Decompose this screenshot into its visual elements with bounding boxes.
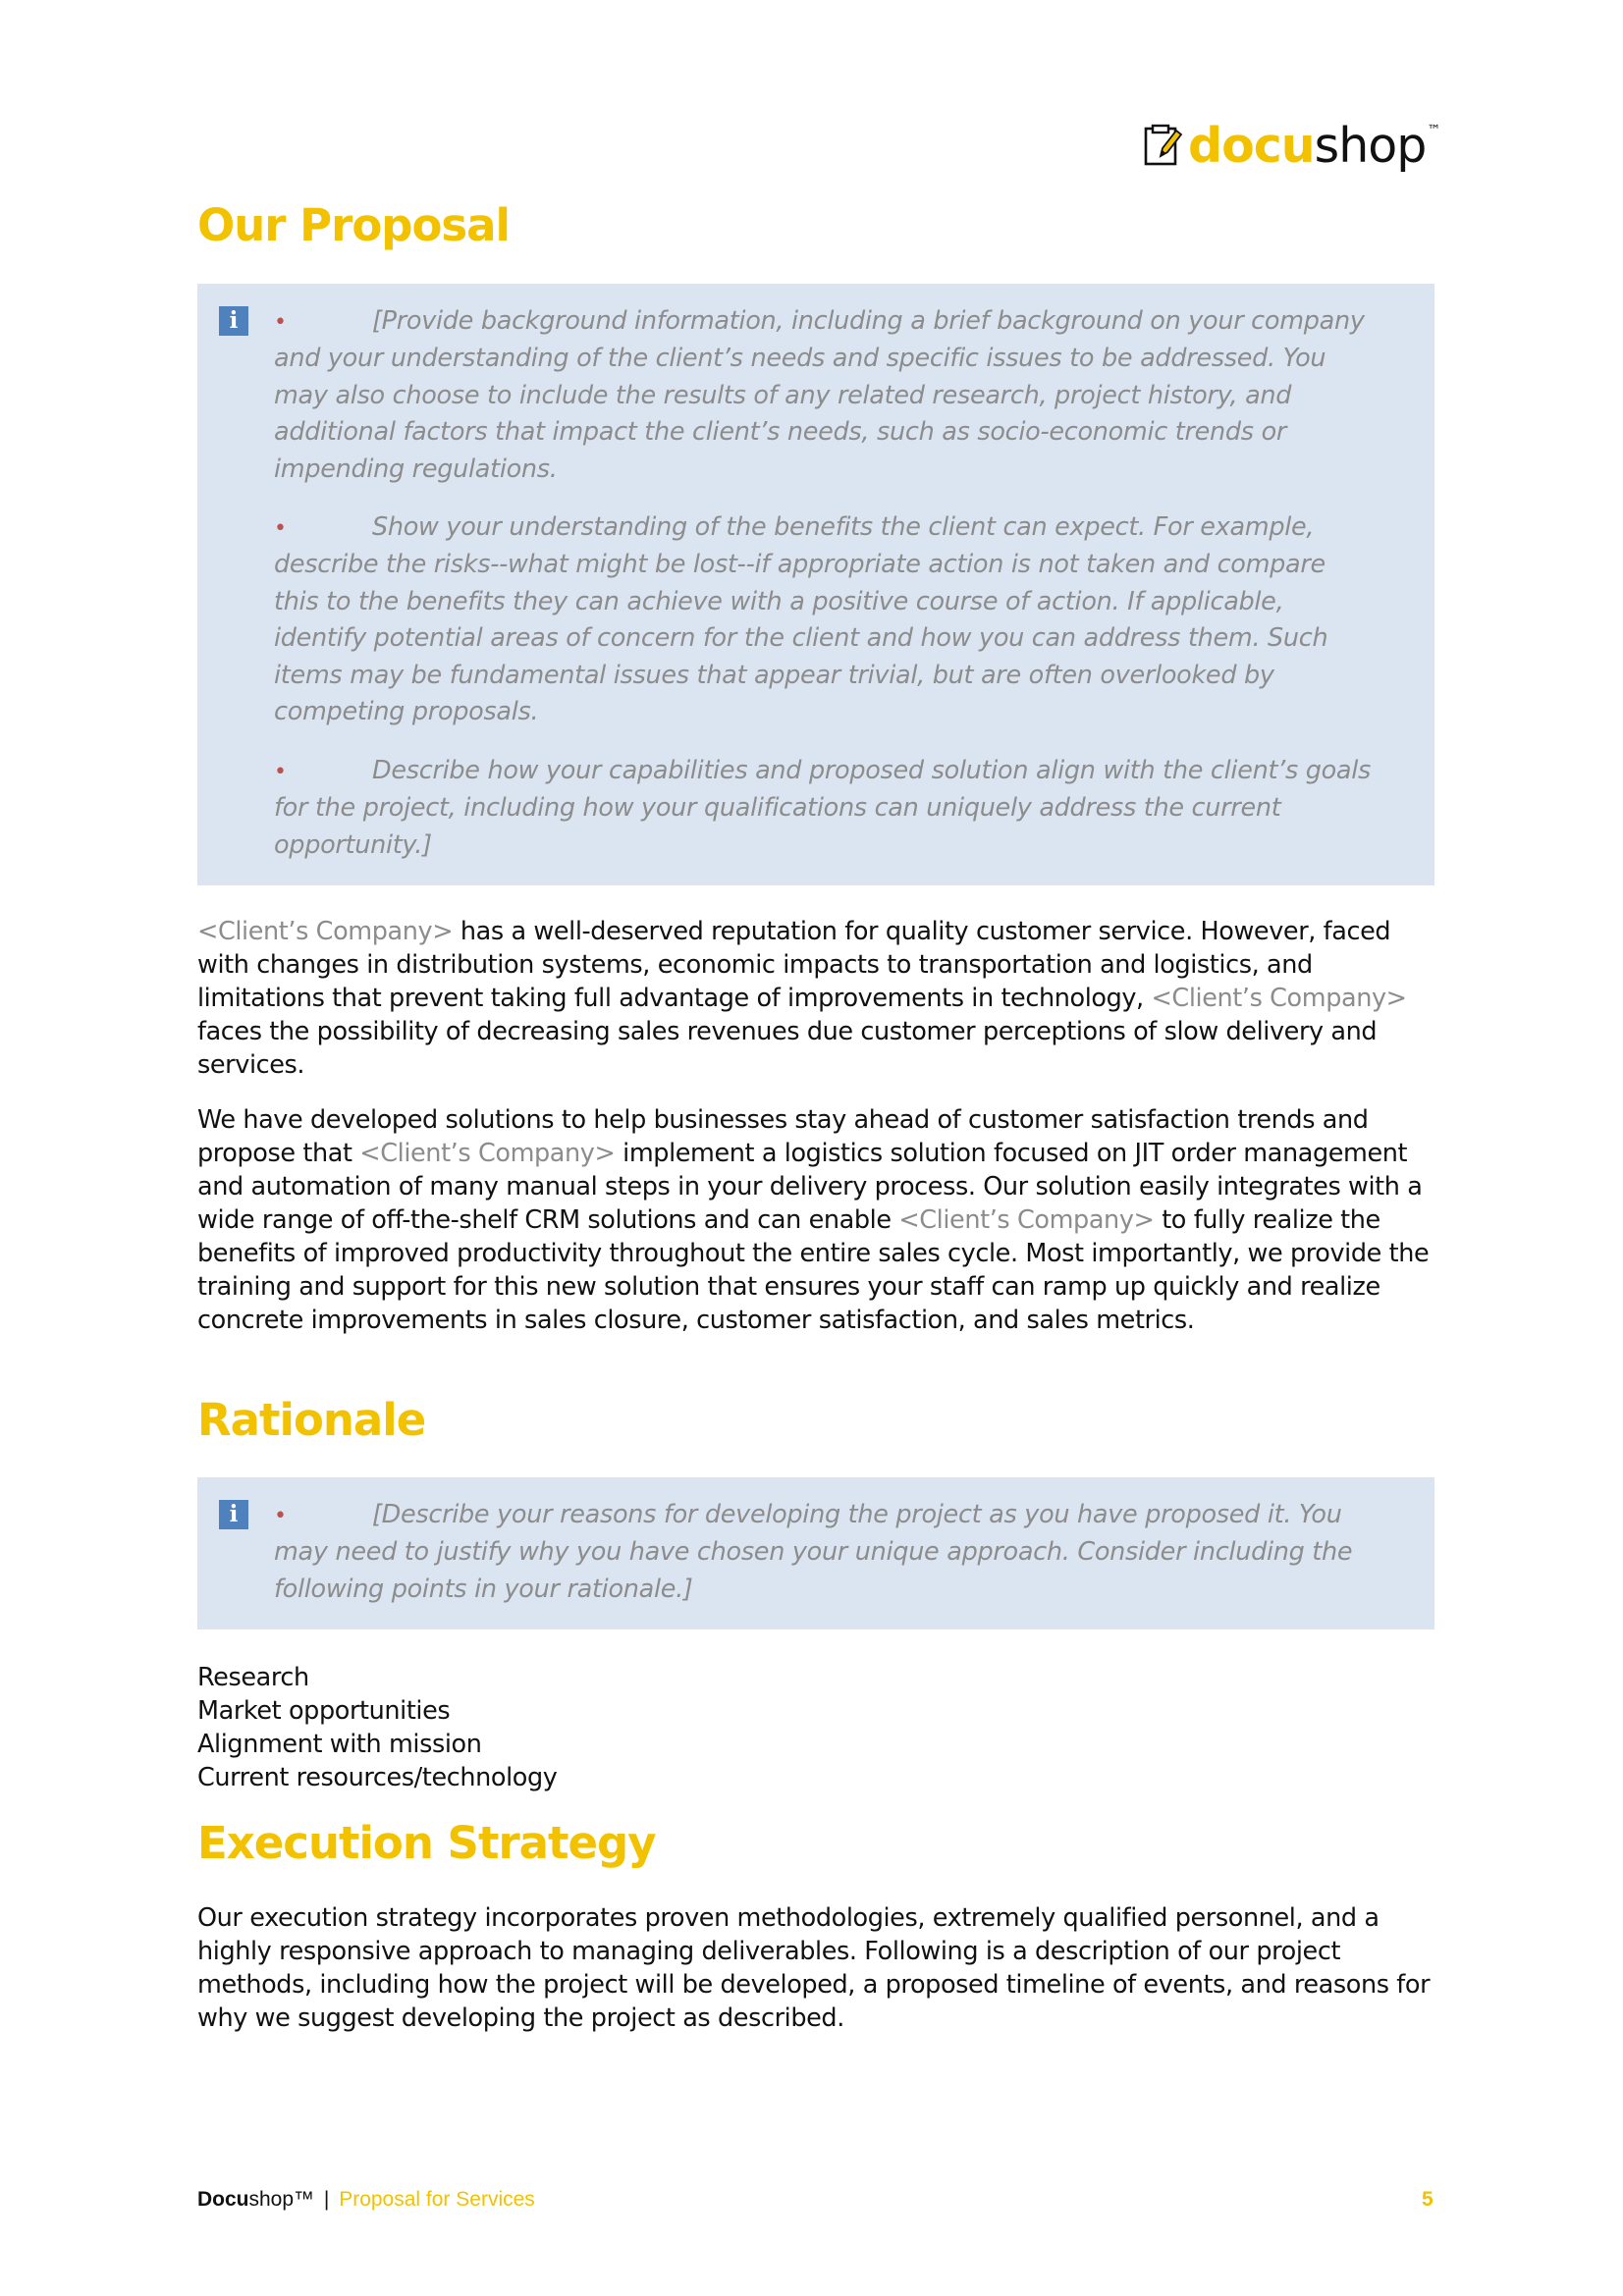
footer-separator: | [323, 2188, 330, 2211]
paragraph-text: We have developed solutions to help businesses stay ahead of customer satisfaction trends and propose that [197, 1105, 1369, 1168]
execution-paragraph: Our execution strategy incorporates proven methodologies, extremely qualified personnel, and a highly responsive approach to managing deliverables. Following is a description of our project methods, including how the project will be developed, a proposed timeline of events, and reasons for why we suggest developing the project as described. [197, 1903, 1431, 2033]
paragraph-text: to fully realize the benefits of improved productivity throughout the entire sales cycle. Most importantly, we provide the training and support for this new solution that ensures your staff can ramp up quickly and realize concrete improvements in sales closure, customer satisfaction, and sales metrics. [197, 1205, 1430, 1335]
proposal-note-item [274, 303, 1374, 488]
heading-execution-strategy: Execution Strategy [197, 1817, 656, 1869]
rationale-note-text: [Describe your reasons for developing the project as you have proposed it. You may need to justify why you have chosen your unique approach. Consider including the following points in your rationale.] [274, 1500, 1353, 1604]
list-item: Current resources/technology [197, 1763, 558, 1792]
proposal-paragraph-1 [197, 915, 1436, 1082]
list-item: Research [197, 1663, 309, 1692]
footer-brand-docu: Docu [197, 2188, 249, 2211]
footer-brand [197, 2188, 314, 2211]
info-icon: i [219, 1500, 248, 1529]
bullet-icon: • [274, 1504, 287, 1528]
list-item: Alignment with mission [197, 1730, 482, 1759]
logo-wordmark [1188, 117, 1440, 174]
paragraph-text: faces the possibility of decreasing sales revenues due customer perceptions of slow delivery and services. [197, 1017, 1378, 1080]
logo-docu: docu [1188, 117, 1315, 174]
paragraph-text: implement a logistics solution focused on JIT order management and automation of many manual steps in your delivery process. Our solution easily integrates with a wide range of off-the-shelf CRM solutions and can enable [197, 1139, 1423, 1235]
client-company-placeholder: <Client’s Company> [359, 1139, 616, 1168]
footer-brand-shop: shop™ [248, 2188, 315, 2211]
clipboard-pencil-icon [1143, 123, 1184, 168]
footer-document-title: Proposal for Services [339, 2188, 535, 2211]
heading-rationale: Rationale [197, 1394, 426, 1446]
rationale-note-item [274, 1497, 1374, 1608]
client-company-placeholder: <Client’s Company> [898, 1205, 1155, 1235]
proposal-note-item [274, 753, 1374, 864]
proposal-note-text: Describe how your capabilities and proposed solution align with the client’s goals for the project, including how your qualifications can uniquely address the current opportunity.] [274, 756, 1372, 860]
heading-our-proposal: Our Proposal [197, 199, 510, 251]
proposal-note-item [274, 509, 1374, 730]
logo-trademark: ™ [1427, 122, 1440, 138]
logo-shop: shop [1314, 117, 1427, 174]
bullet-icon: • [274, 516, 287, 541]
client-company-placeholder: <Client’s Company> [1151, 984, 1407, 1013]
client-company-placeholder: <Client’s Company> [197, 917, 454, 946]
page-footer [197, 2188, 535, 2212]
rationale-guidance-box [197, 1477, 1434, 1629]
paragraph-text: has a well-deserved reputation for quality customer service. However, faced with changes in distribution systems, economic impacts to transportation and logistics, and limitations that prevent taking full advantage of improvements in technology, [197, 917, 1391, 1013]
page-number: 5 [1422, 2188, 1434, 2211]
list-item: Market opportunities [197, 1696, 451, 1726]
proposal-guidance-box [197, 284, 1434, 885]
docushop-logo [1143, 116, 1439, 175]
proposal-note-text: [Provide background information, including a brief background on your company and your understanding of the client’s needs and specific issues to be addressed. You may also choose to include the results of any related research, project history, and additional factors that impact the client’s needs, such as socio-economic trends or impending regulations. [274, 306, 1365, 484]
info-icon: i [219, 306, 248, 336]
proposal-note-text: Show your understanding of the benefits the client can expect. For example, describe the risks--what might be lost--if appropriate action is not taken and compare this to the benefits they can achieve with a positive course of action. If applicable, identify potential areas of concern for the client and how you can address them. Such items may be fundamental issues that appear trivial, but are often overlooked by competing proposals. [274, 512, 1328, 727]
rationale-points-list [197, 1661, 557, 1794]
bullet-icon: • [274, 310, 287, 335]
bullet-icon: • [274, 760, 287, 784]
proposal-paragraph-2 [197, 1103, 1436, 1337]
